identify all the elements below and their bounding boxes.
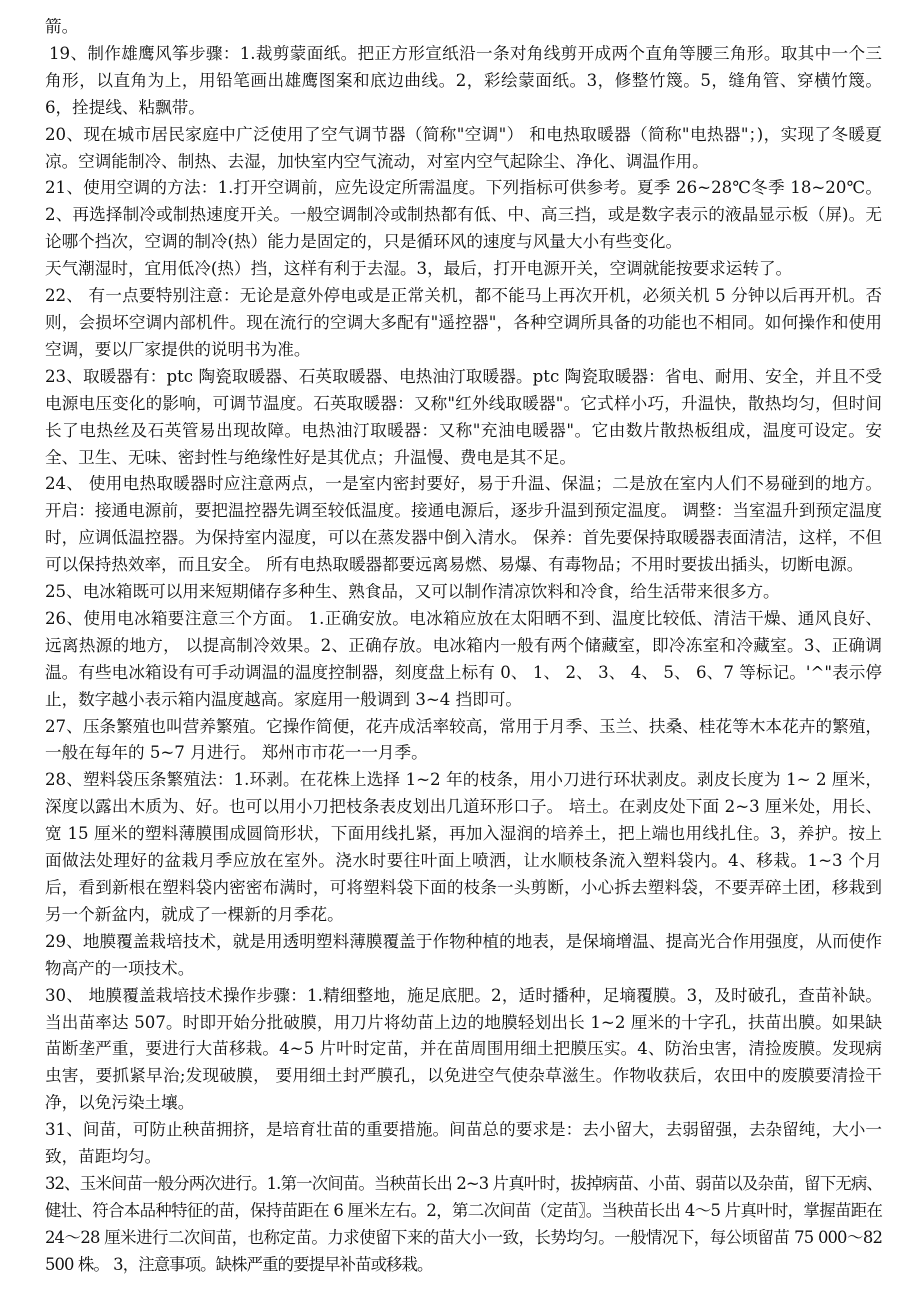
paragraph-22: 22、 有一点要特别注意：无论是意外停电或是正常关机，都不能马上再次开机，必须关机 5 分钟以后再开机。否则，会损坏空调内部机件。现在流行的空调大多配有"遥控器"，各种空调所具备的功能也不相同。如何操作和使用空调，要以厂家提供的说明书为准。 (45, 286, 882, 359)
paragraph-28: 28、塑料袋压条繁殖法：1.环剥。在花株上选择 1~2 年的枝条，用小刀进行环状剥皮。剥皮长度为 1~ 2 厘米，深度以露出木质为、好。也可以用小刀把枝条表皮划出几道环形口子。 培土。在剥皮处下面 2~3 厘米处，用长、宽 15 厘米的塑料薄膜围成圆筒形状，下面用线扎紧，再加入湿润的培养土，把上端也用线扎住。3，养护。按上面做法处理好的盆栽月季应放在室外。浇水时要往叶面上喷洒，让水顺枝条流入塑料袋内。4、移栽。1~3 个月后，看到新根在塑料袋内密密布满时，可将塑料袋下面的枝条一头剪断，小心拆去塑料袋，不要弄碎土团，移栽到另一个新盆内，就成了一棵新的月季花。 (45, 770, 882, 924)
paragraph-21: 21、使用空调的方法：1.打开空调前，应先设定所需温度。下列指标可供参考。夏季 26~28℃冬季 18~20℃。2、再选择制冷或制热速度开关。一般空调制冷或制热都有低、中、高三挡，或是数字表示的液晶显示板（屏)。无论哪个挡次，空调的制冷(热）能力是固定的，只是循环风的速度与风量大小有些变化。 (45, 178, 882, 252)
paragraph-21-continued: 天气潮湿时，宜用低冷(热）挡，这样有利于去湿。3，最后，打开电源开关，空调就能按要求运转了。 (45, 259, 793, 279)
paragraph-23: 23、取暖器有：ptc 陶瓷取暖器、石英取暖器、电热油汀取暖器。ptc 陶瓷取暖器：省电、耐用、安全，并且不受电源电压变化的影响，可调节温度。石英取暖器：又称"红外线取暖器"。它式样小巧，升温快，散热均匀，但时间长了电热丝及石英管易出现故障。电热油汀取暖器：又称"充油电暖器"。它由数片散热板组成，温度可设定。安全、卫生、无味、密封性与绝缘性好是其优点；升温慢、费电是其不足。 (45, 366, 882, 467)
paragraph-19: 19、制作雄鹰风筝步骤：1.裁剪蒙面纸。把正方形宣纸沿一条对角线剪开成两个直角等腰三角形。取其中一个三角形，以直角为上，用铅笔画出雄鹰图案和底边曲线。2，彩绘蒙面纸。3，修整竹篾。5，缝角管、穿横竹篾。6，拴提线、粘飘带。 (45, 43, 882, 117)
paragraph-25: 25、电冰箱既可以用来短期储存多种生、熟食品，又可以制作清凉饮料和冷食，给生活带来很多方。 (45, 582, 780, 602)
paragraph-fragment: 箭。 (45, 17, 79, 36)
paragraph-26: 26、使用电冰箱要注意三个方面。 1.正确安放。电冰箱应放在太阳晒不到、温度比较低、清洁干燥、通风良好、远离热源的地方， 以提高制冷效果。2、正确存放。电冰箱内一般有两个储藏室，即冷冻室和冷藏室。3、正确调温。有些电冰箱设有可手动调温的温度控制器，刻度盘上标有 0、 1、 2、 3、 4、 5、 6、7 等标记。'^"表示停止，数字越小表示箱内温度越高。家庭用一般调到 3~4 挡即可。 (45, 608, 882, 709)
paragraph-24: 24、 使用电热取暖器时应注意两点，一是室内密封要好，易于升温、保温；二是放在室内人们不易碰到的地方。 开启：接通电源前，要把温控器先调至较低温度。接通电源后，逐步升温到预定温度。 调整：当室温升到预定温度时，应调低温控器。为保持室内湿度，可以在蒸发器中倒入清水。 保养：首先要保持取暖器表面清洁，这样，不但可以保持热效率，而且安全。 所有电热取暖器都要远离易燃、易爆、有毒物品；不用时要拔出插头，切断电源。 (45, 474, 882, 575)
paragraph-31: 31、间苗，可防止秧苗拥挤，是培育壮苗的重要措施。间苗总的要求是：去小留大，去弱留强，去杂留纯，大小一致，苗距均匀。 (45, 1120, 882, 1167)
paragraph-32: 32、玉米间苗一般分两次进行。1.第一次间苗。当秧苗长出 2~3 片真叶时，拔掉病苗、小苗、弱苗以及杂苗，留下无病、健壮、符合本品种特征的苗，保持苗距在 6 厘米左右。2，第二次间苗（定苗〗。当秧苗长出 4～5 片真叶时，掌握苗距在 24～28 厘米进行二次间苗，也称定苗。力求使留下来的苗大小一致，长势均匀。一般情况下，每公顷留苗 75 000～82 500 株。 3，注意事项。缺株严重的要提早补苗或移栽。 (45, 1173, 882, 1274)
paragraph-30: 30、 地膜覆盖栽培技术操作步骤：1.精细整地，施足底肥。2，适时播种，足墒覆膜。3，及时破孔，查苗补缺。当出苗率达 507。时即开始分批破膜，用刀片将幼苗上边的地膜轻划出长 1~2 厘米的十字孔，扶苗出膜。如果缺苗断垄严重，要进行大苗移栽。4~5 片叶时定苗，并在苗周围用细土把膜压实。4、防治虫害，清捡废膜。发现病虫害，要抓紧早治;发现破膜， 要用细土封严膜孔，以免进空气使杂草滋生。作物收获后，农田中的废膜要清捡干净，以免污染土壤。 (45, 985, 882, 1113)
paragraph-27: 27、压条繁殖也叫营养繁殖。它操作简便，花卉成活率较高，常用于月季、玉兰、扶桑、桂花等木本花卉的繁殖，一般在每年的 5~7 月进行。 郑州市市花一一月季。 (45, 716, 882, 763)
paragraph-29: 29、地膜覆盖栽培技术，就是用透明塑料薄膜覆盖于作物种植的地表，是保墒增温、提高光合作用强度，从而使作物高产的一项技术。 (45, 931, 882, 978)
paragraph-20: 20、现在城市居民家庭中广泛使用了空气调节器（简称"空调"） 和电热取暖器（简称"电热器"；)，实现了冬暖夏凉。空调能制冷、制热、去湿，加快室内空气流动，对室内空气起除尘、净化、调温作用。 (45, 124, 882, 171)
